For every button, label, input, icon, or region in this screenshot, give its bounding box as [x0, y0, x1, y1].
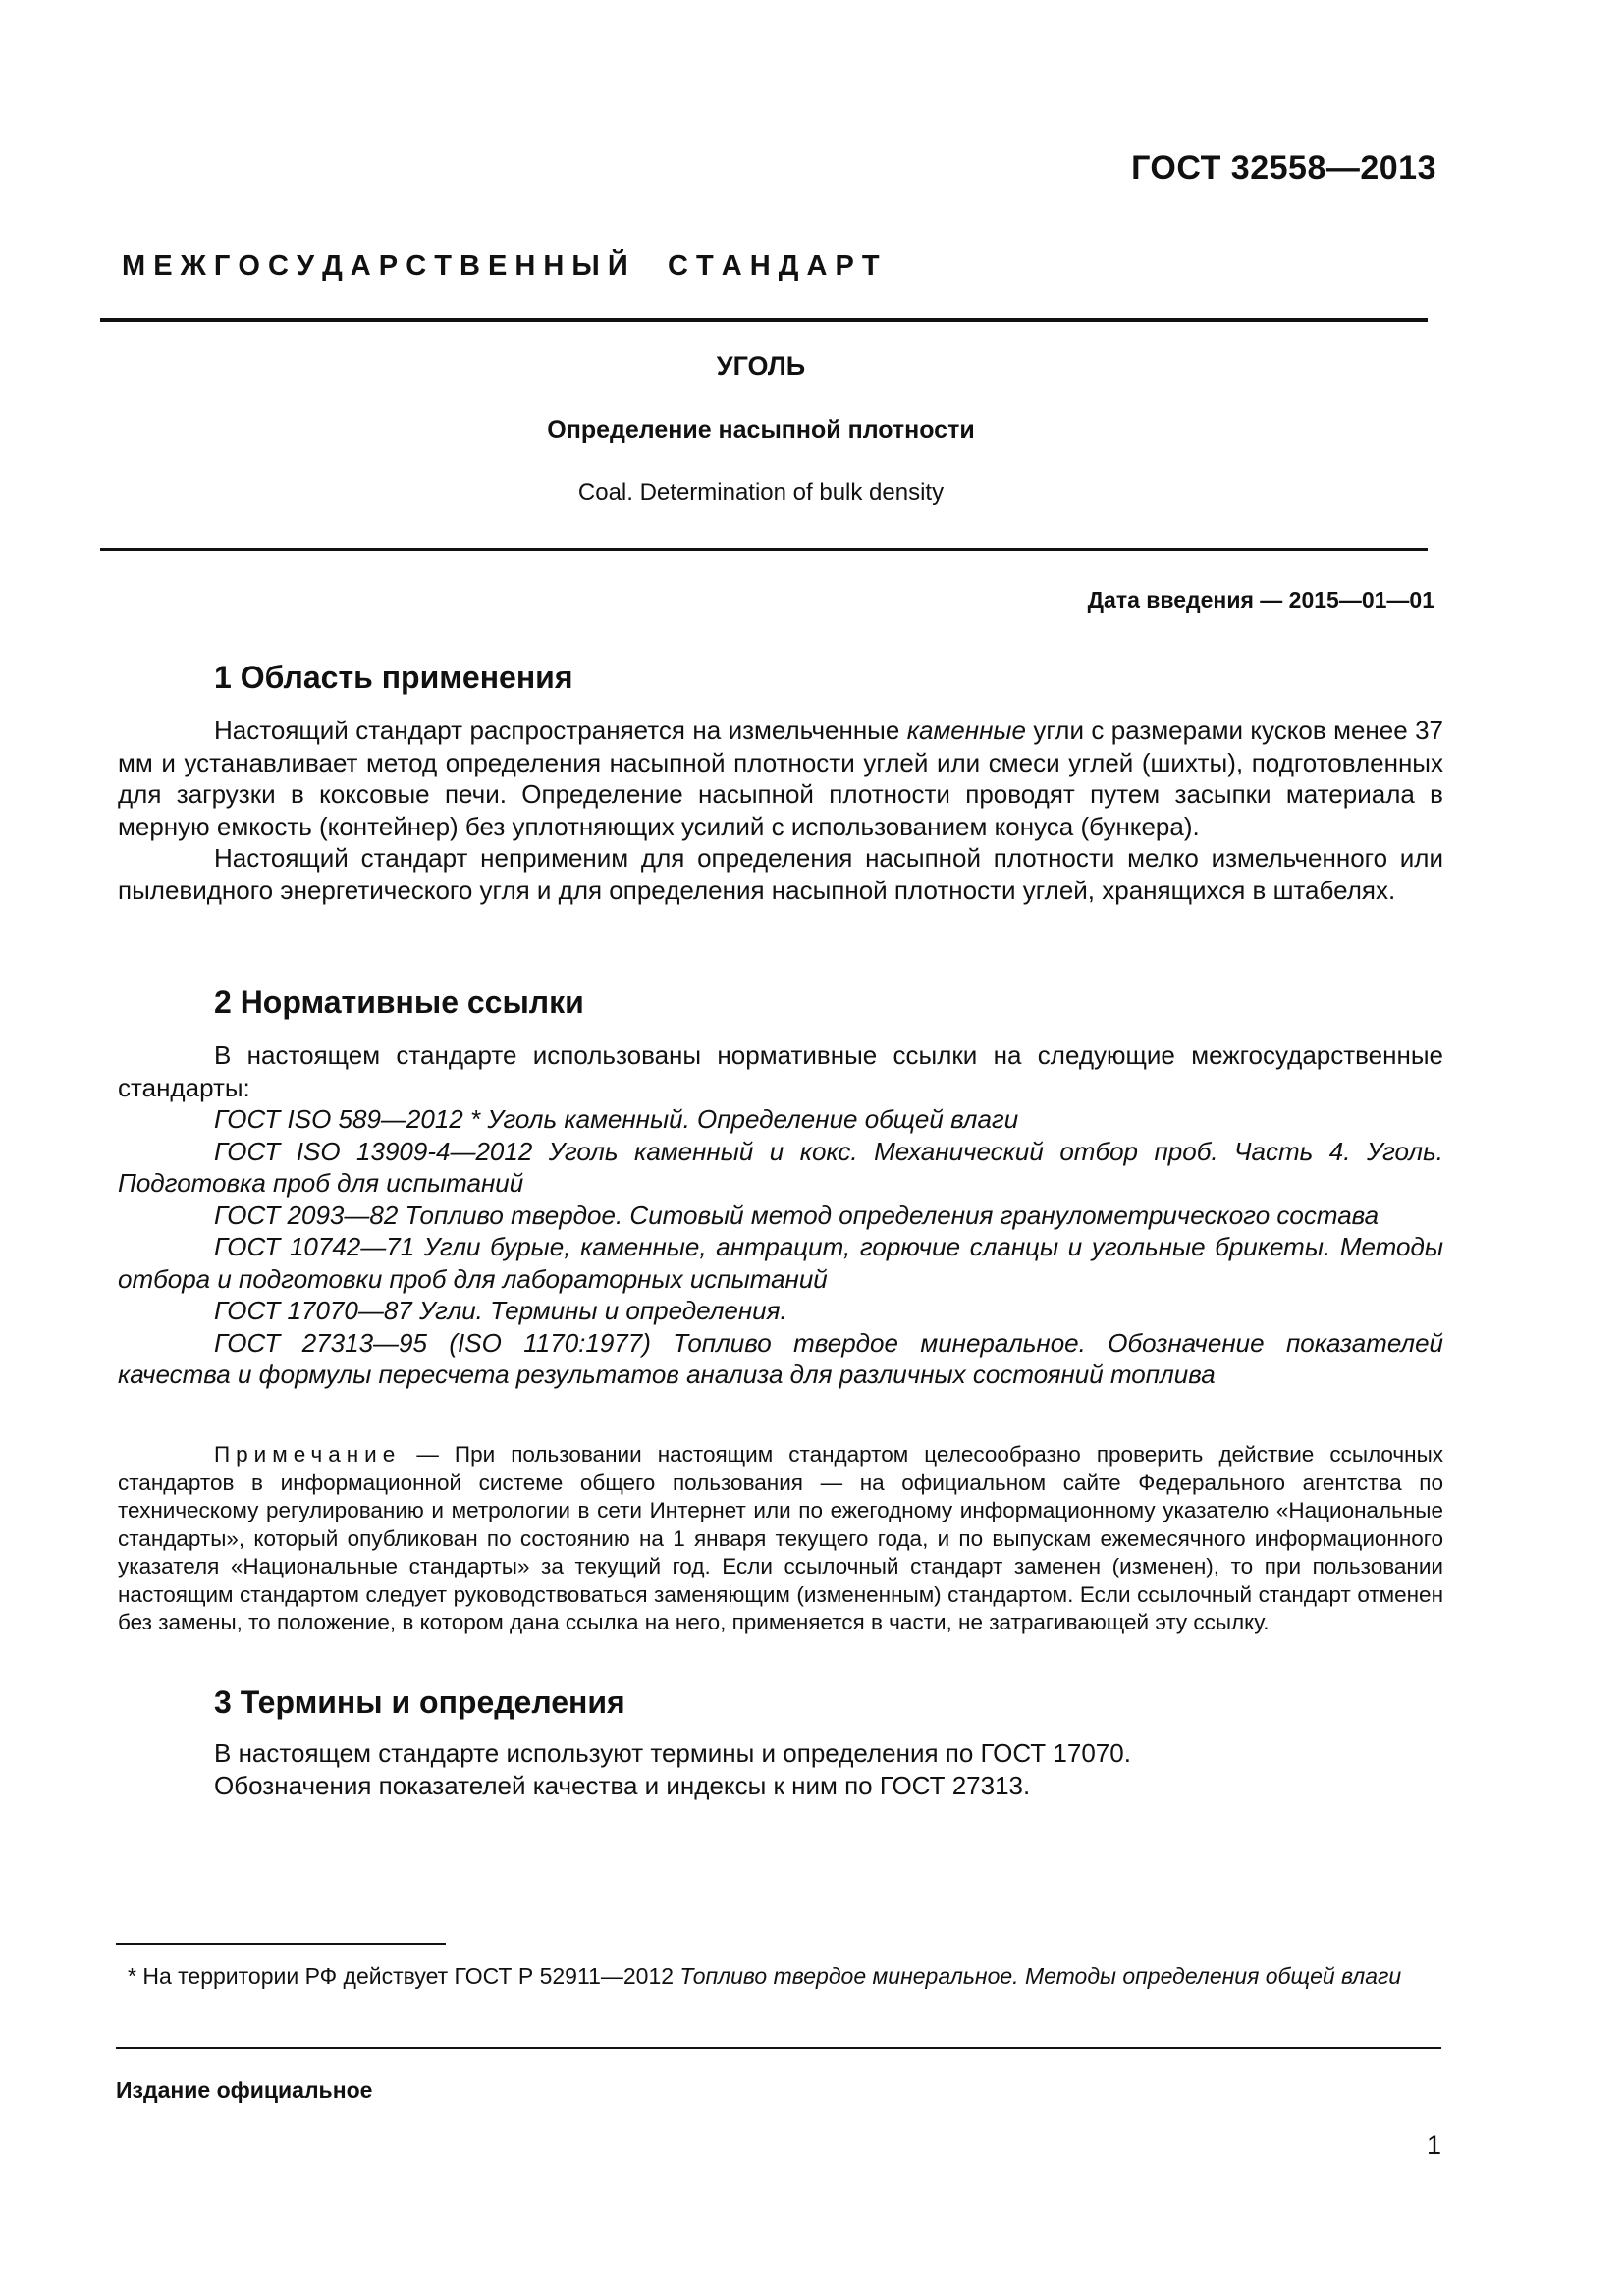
introduction-date: [1088, 587, 1434, 614]
reference-item: [118, 1103, 1443, 1136]
reference-text: ГОСТ 2093—82 Топливо твердое. Ситовый метод определения гранулометрического состава: [214, 1200, 1380, 1230]
paragraph: Обозначения показателей качества и индексы к ним по ГОСТ 27313.: [214, 1770, 1031, 1800]
reference-item: [118, 1295, 1443, 1327]
section-3-body: [118, 1737, 1443, 1801]
date-dash: —: [1253, 587, 1289, 613]
reference-text: ГОСТ ISO 589—2012 * Уголь каменный. Определение общей влаги: [214, 1104, 1019, 1134]
standard-type: М Е Ж Г О С У Д А Р С Т В Е Н Н Ы Й С Т А Н Д А Р Т: [122, 250, 880, 282]
header-rule: [100, 318, 1428, 322]
footer-rule: [116, 2047, 1441, 2049]
document-subtitle: Определение насыпной плотности: [547, 416, 975, 444]
document-title: УГОЛЬ: [716, 351, 806, 381]
note-label: Примечание: [214, 1442, 402, 1467]
paragraph: В настоящем стандарте используют термины и определения по ГОСТ 17070.: [214, 1738, 1131, 1768]
section-1-body: [118, 715, 1443, 906]
text-run: Настоящий стандарт распространяется на измельченные: [214, 716, 907, 745]
text-run: угли с размерами кусков менее 37 мм и устанавливает метод определения насыпной плотности углей или смеси углей (шихты), подготовленных для загрузки в коксовые печи. Определение насыпной плотности проводят путем засыпки материала в мерную емкость (контейнер) без уплотняющих усилий с использованием конуса (бункера).: [118, 716, 1443, 841]
document-code: ГОСТ 32558—2013: [1131, 149, 1436, 187]
reference-item: [118, 1327, 1443, 1391]
note-paragraph: [118, 1441, 1443, 1637]
reference-text: ГОСТ 27313—95 (ISO 1170:1977) Топливо твердое минеральное. Обозначение показателей качества и формулы пересчета результатов анализа для различных состояний топлива: [118, 1327, 1443, 1389]
footnote-rule: [116, 1943, 446, 1945]
reference-text: ГОСТ 10742—71 Угли бурые, каменные, антрацит, горючие сланцы и угольные брикеты. Методы отбора и подготовки проб для лабораторных испытаний: [118, 1232, 1443, 1294]
note-text: — При пользовании настоящим стандартом целесообразно проверить действие ссылочных стандартов в информационной системе общего пользования — на официальном сайте Федерального агентства по техническому регулированию и метрологии в сети Интернет или по ежегодному информационному указателю «Национальные стандарты», который опубликован по состоянию на 1 января текущего года, и по выпускам ежемесячного информационного указателя «Национальные стандарты» за текущий год. Если ссылочный стандарт заменен (изменен), то при пользовании настоящим стандартом следует руководствоваться заменяющим (измененным) стандартом. Если ссылочный стандарт отменен без замены, то положение, в котором дана ссылка на него, применяется в части, не затрагивающей эту ссылку.: [118, 1442, 1443, 1634]
footnote-italic: Топливо твердое минеральное. Методы определения общей влаги: [679, 1963, 1402, 1989]
section-2-heading: 2 Нормативные ссылки: [214, 985, 584, 1020]
paragraph: Настоящий стандарт неприменим для определения насыпной плотности мелко измельченного или пылевидного энергетического угля и для определения насыпной плотности углей, хранящихся в штабелях.: [118, 843, 1443, 905]
footnote: [128, 1961, 1434, 1991]
title-rule: [100, 548, 1428, 551]
section-1-heading: 1 Область применения: [214, 660, 573, 695]
footnote-text: * На территории РФ действует ГОСТ Р 52911—2012: [128, 1963, 680, 1989]
note: [118, 1441, 1443, 1637]
reference-text: ГОСТ 17070—87 Угли. Термины и определения.: [214, 1296, 787, 1325]
reference-text: ГОСТ ISO 13909-4—2012 Уголь каменный и кокс. Механический отбор проб. Часть 4. Уголь. Подготовка проб для испытаний: [118, 1136, 1443, 1198]
italic-run: каменные: [906, 716, 1026, 745]
reference-item: [118, 1231, 1443, 1295]
reference-item: [118, 1136, 1443, 1200]
reference-item: [118, 1200, 1443, 1232]
edition-label: Издание официальное: [116, 2077, 373, 2103]
section-2-body: [118, 1040, 1443, 1391]
date-label: Дата введения: [1087, 587, 1254, 613]
page-number: 1: [1426, 2130, 1441, 2160]
section-3-heading: 3 Термины и определения: [214, 1684, 625, 1720]
paragraph: В настоящем стандарте использованы нормативные ссылки на следующие межгосударственные стандарты:: [118, 1041, 1443, 1102]
paragraph: [118, 715, 1443, 842]
english-title: Coal. Determination of bulk density: [577, 479, 945, 506]
date-value: 2015—01—01: [1288, 587, 1434, 613]
